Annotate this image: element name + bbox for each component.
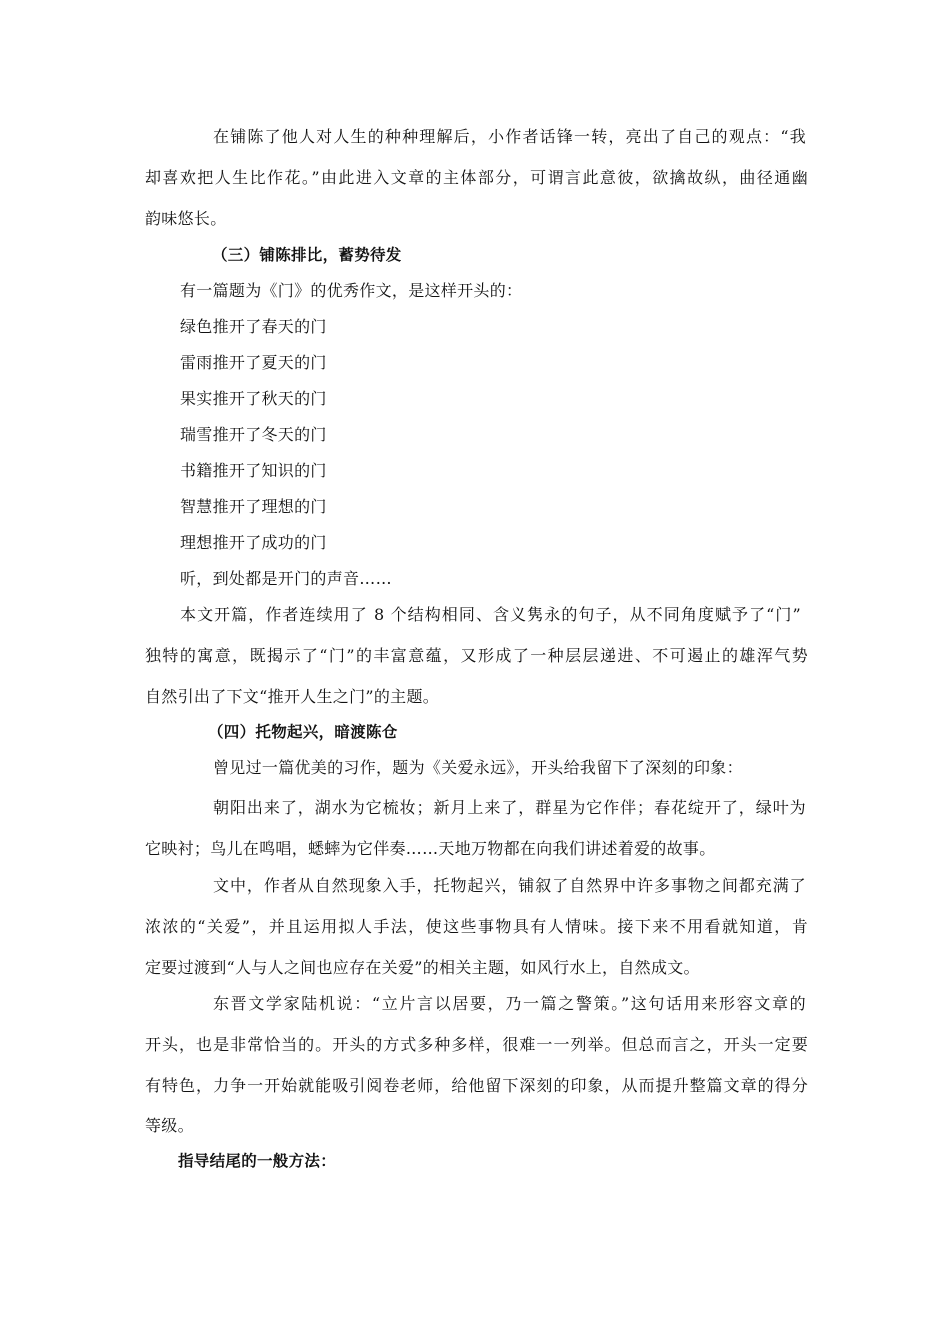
poem-line: 听，到处都是开门的声音…… — [180, 569, 392, 588]
paragraph-line: 有特色，力争一开始就能吸引阅卷老师，给他留下深刻的印象，从而提升整篇文章的得分 — [145, 1076, 808, 1095]
paragraph-line: 独特的寓意，既揭示了“门”的丰富意蕴，又形成了一种层层递进、不可遏止的雄浑气势 — [145, 646, 808, 665]
paragraph-line: 曾见过一篇优美的习作，题为《关爱永远》，开头给我留下了深刻的印象： — [213, 758, 743, 777]
paragraph-line: 在铺陈了他人对人生的种种理解后，小作者话锋一转，亮出了自己的观点：“我 — [213, 127, 806, 146]
poem-line: 果实推开了秋天的门 — [180, 389, 327, 408]
section-heading: （四）托物起兴，暗渡陈仓 — [208, 723, 398, 741]
paragraph-line: 东晋文学家陆机说：“立片言以居要，乃一篇之警策。”这句话用来形容文章的 — [213, 994, 806, 1013]
paragraph-line: 本文开篇，作者连续用了 8 个结构相同、含义隽永的句子，从不同角度赋予了“门” — [180, 605, 801, 624]
poem-line: 瑞雪推开了冬天的门 — [180, 425, 327, 444]
paragraph-line: 韵味悠长。 — [145, 209, 227, 228]
section-heading: （三）铺陈排比，蓄势待发 — [212, 246, 402, 264]
poem-line: 绿色推开了春天的门 — [180, 317, 327, 336]
paragraph-line: 开头，也是非常恰当的。开头的方式多种多样，很难一一列举。但总而言之，开头一定要 — [145, 1035, 808, 1054]
poem-line: 雷雨推开了夏天的门 — [180, 353, 327, 372]
paragraph-line: 定要过渡到“人与人之间也应存在关爱”的相关主题，如风行水上，自然成文。 — [145, 958, 700, 977]
section-heading: 指导结尾的一般方法： — [178, 1152, 337, 1170]
poem-line: 智慧推开了理想的门 — [180, 497, 327, 516]
paragraph-line: 朝阳出来了，湖水为它梳妆；新月上来了，群星为它作伴；春花绽开了，绿叶为 — [213, 798, 806, 817]
poem-line: 书籍推开了知识的门 — [180, 461, 327, 480]
paragraph-line: 自然引出了下文“推开人生之门”的主题。 — [145, 687, 440, 706]
paragraph-line: 文中，作者从自然现象入手，托物起兴，铺叙了自然界中许多事物之间都充满了 — [213, 876, 806, 895]
poem-line: 理想推开了成功的门 — [180, 533, 327, 552]
paragraph-line: 它映衬；鸟儿在鸣唱，蟋蟀为它伴奏……天地万物都在向我们讲述着爱的故事。 — [145, 839, 716, 858]
paragraph-line: 却喜欢把人生比作花。”由此进入文章的主体部分，可谓言此意彼，欲擒故纵，曲径通幽 — [145, 168, 808, 187]
paragraph-line: 等级。 — [145, 1116, 194, 1135]
paragraph-line: 浓浓的“关爱”，并且运用拟人手法，使这些事物具有人情味。接下来不用看就知道，肯 — [145, 917, 808, 936]
paragraph-line: 有一篇题为《门》的优秀作文，是这样开头的： — [180, 281, 523, 300]
